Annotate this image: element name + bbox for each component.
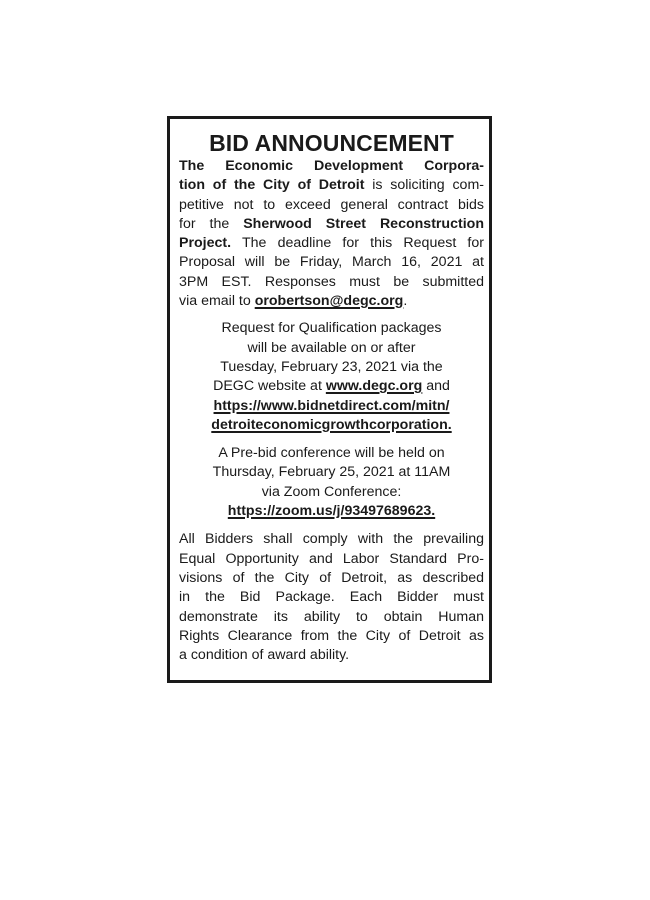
qualification-paragraph xyxy=(179,319,484,435)
qualification-line: will be available on or after xyxy=(247,339,416,356)
intro-text: via email to xyxy=(179,293,255,310)
compliance-line: All Bidders shall comply with the prevailing xyxy=(179,531,484,548)
compliance-line: in the Bid Package. Each Bidder must xyxy=(179,589,484,606)
intro-line xyxy=(179,234,484,253)
intro-line xyxy=(179,292,484,311)
intro-line xyxy=(179,215,484,234)
announcement-title: BID ANNOUNCEMENT xyxy=(209,130,454,156)
intro-line xyxy=(179,157,484,176)
intro-paragraph xyxy=(179,157,484,311)
intro-text: . xyxy=(403,293,408,310)
qualification-text: and xyxy=(422,378,450,395)
project-name-cont: Project. xyxy=(179,235,232,252)
compliance-line: visions of the City of Detroit, as described xyxy=(179,569,484,586)
zoom-link[interactable]: https://zoom.us/j/93497689623. xyxy=(227,503,436,520)
intro-text: for the xyxy=(179,215,244,232)
compliance-line: demonstrate its ability to obtain Human xyxy=(179,608,484,625)
intro-text: is soliciting com- xyxy=(364,177,484,194)
qualification-line: Request for Qualification packages xyxy=(221,320,442,337)
compliance-line: Rights Clearance from the City of Detroit as xyxy=(179,627,484,644)
prebid-paragraph xyxy=(179,444,484,521)
prebid-line: via Zoom Conference: xyxy=(261,483,402,500)
bidnet-link[interactable]: https://www.bidnetdirect.com/mitn/ xyxy=(213,397,450,414)
intro-line xyxy=(179,176,484,195)
project-name: Sherwood Street Reconstruction xyxy=(243,215,484,232)
email-link[interactable]: orobertson@degc.org xyxy=(254,293,404,310)
qualification-line: Tuesday, February 23, 2021 via the xyxy=(220,358,443,375)
compliance-paragraph xyxy=(179,530,484,665)
qualification-line xyxy=(179,377,484,396)
prebid-line xyxy=(179,502,484,521)
bidnet-link-cont[interactable]: detroiteconomicgrowthcorporation. xyxy=(211,416,452,433)
qualification-text: DEGC website at xyxy=(213,378,326,395)
organization-name: The Economic Development Corpora- xyxy=(179,158,484,174)
degc-website-link[interactable]: www.degc.org xyxy=(325,378,423,395)
qualification-line xyxy=(179,416,484,435)
intro-line: Proposal will be Friday, March 16, 2021 at xyxy=(179,254,484,271)
bid-announcement-box xyxy=(167,116,492,683)
prebid-line: A Pre-bid conference will be held on xyxy=(218,445,445,462)
intro-line: 3PM EST. Responses must be submitted xyxy=(179,273,484,290)
organization-name-cont: tion of the City of Detroit xyxy=(179,177,365,194)
intro-line: petitive not to exceed general contract bids xyxy=(179,196,484,213)
prebid-line: Thursday, February 25, 2021 at 11AM xyxy=(212,464,451,481)
compliance-line: Equal Opportunity and Labor Standard Pro- xyxy=(179,550,484,567)
intro-text: The deadline for this Request for xyxy=(231,235,484,252)
compliance-line: a condition of award ability. xyxy=(179,647,350,664)
qualification-line xyxy=(179,397,484,416)
